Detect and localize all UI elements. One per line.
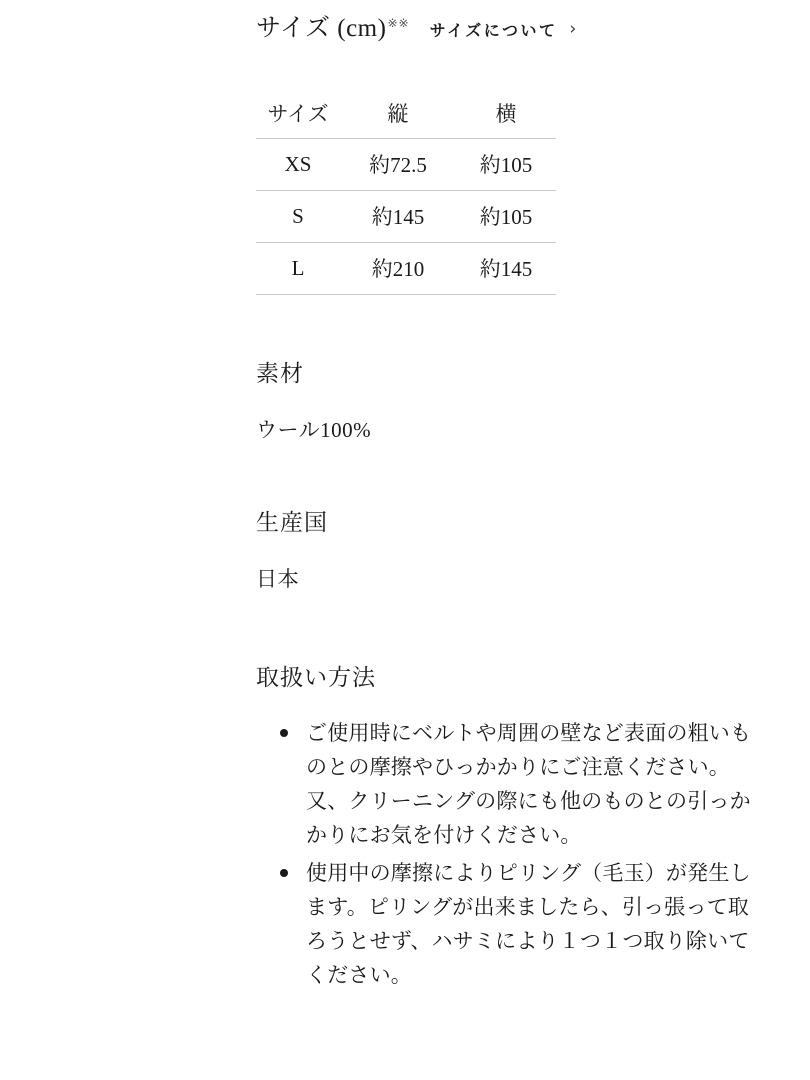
size-table [256, 90, 556, 295]
table-row [256, 139, 556, 191]
care-section-title: 取扱い方法 [256, 665, 376, 690]
size-table-header-cell: 横 [456, 90, 556, 139]
list-item: 使用中の摩擦によりピリング（毛玉）が発生します。ピリングが出来ましたら、引っ張って取ろうとせず、ハサミにより１つ１つ取り除いてください。 [274, 856, 754, 992]
size-heading-row [256, 0, 754, 44]
material-section-title: 素材 [256, 361, 304, 386]
size-cell-length: 約210 [340, 243, 456, 295]
size-table-header-row [256, 90, 556, 139]
size-cell-width: 約105 [456, 191, 556, 243]
origin-section [256, 504, 754, 593]
size-cell-name: L [256, 243, 340, 295]
care-instruction-list [256, 716, 754, 992]
table-row [256, 243, 556, 295]
size-cell-length: 約72.5 [340, 139, 456, 191]
size-guide-link-label: サイズについて [429, 23, 558, 40]
origin-section-body: 日本 [256, 567, 299, 591]
size-cell-width: 約145 [456, 243, 556, 295]
care-section [256, 659, 754, 992]
list-item: ご使用時にベルトや周囲の壁など表面の粗いものとの摩擦やひっかかりにご注意ください。又、クリーニングの際にも他のものとの引っかかりにお気を付けください。 [274, 716, 754, 852]
size-note-marks: ※※ [387, 16, 410, 30]
size-table-header-cell: サイズ [256, 90, 340, 139]
table-row [256, 191, 556, 243]
material-section-body: ウール100% [256, 418, 372, 442]
size-cell-name: S [256, 191, 340, 243]
size-section-title: サイズ (cm) [256, 15, 387, 42]
size-guide-link[interactable] [430, 18, 579, 41]
origin-section-title: 生産国 [256, 510, 328, 535]
size-cell-length: 約145 [340, 191, 456, 243]
size-cell-name: XS [256, 139, 340, 191]
size-table-header-cell: 縦 [340, 90, 456, 139]
chevron-right-icon: › [569, 19, 579, 39]
material-section [256, 355, 754, 444]
size-cell-width: 約105 [456, 139, 556, 191]
